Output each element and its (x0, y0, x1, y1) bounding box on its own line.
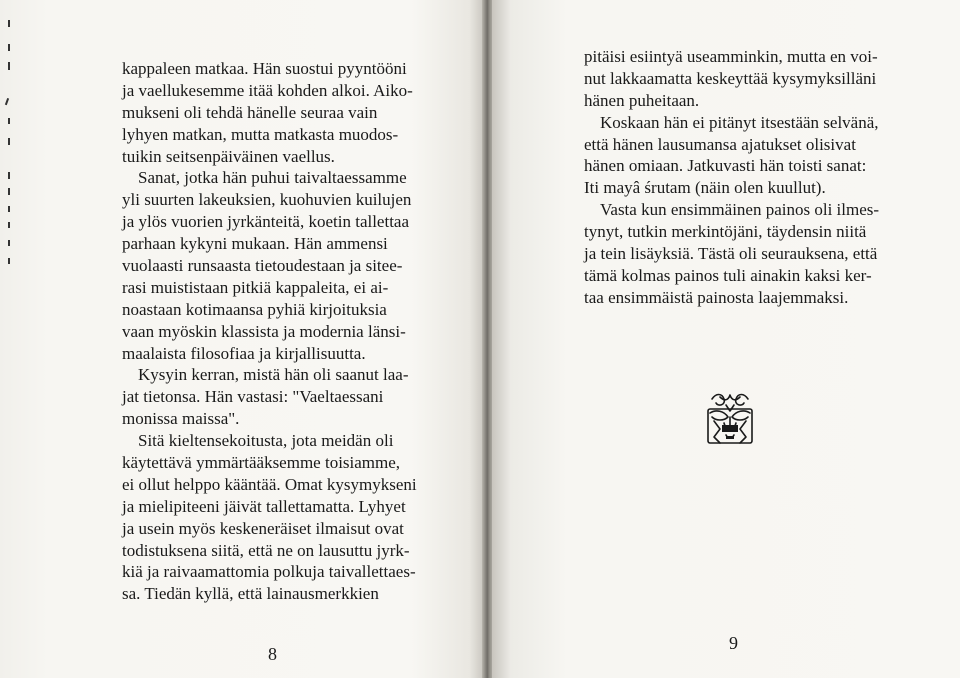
text-line: ja vaellukesemme itää kohden alkoi. Aiko- (122, 80, 413, 100)
text-line: kappaleen matkaa. Hän suostui pyyntööni (122, 59, 407, 78)
text-line: Kysyin kerran, mistä hän oli saanut laa- (138, 365, 409, 385)
text-line: sa. Tiedän kyllä, että lainausmerkkien (122, 584, 379, 604)
text-line: ei ollut helppo kääntää. Omat kysymykseni (122, 474, 417, 494)
text-line: käytettävä ymmärtääksemme toisiamme, (122, 453, 401, 473)
text-line: hänen puheitaan. (584, 90, 700, 110)
text-line: tuikin seitsenpäiväinen vaellus. (122, 146, 335, 166)
left-page-body-text (122, 58, 434, 605)
text-line: Koskaan hän ei pitänyt itsestään selvänä, (600, 112, 879, 132)
text-line: että hänen lausumansa ajatukset olisivat (584, 134, 856, 154)
text-line: parhaan kykyni mukaan. Hän ammensi (122, 234, 388, 254)
text-line: tämä kolmas painos tuli ainakin kaksi ker- (584, 265, 872, 285)
text-line: Sanat, jotka hän puhui taivaltaessamme (138, 168, 407, 188)
text-line: vaan myöskin klassista ja modernia länsi- (122, 321, 406, 341)
text-line: jat tietonsa. Hän vastasi: "Vaeltaessani (122, 387, 384, 407)
right-page (492, 0, 960, 678)
text-line: todistuksena siitä, että ne on lausuttu jyrk- (122, 540, 410, 560)
text-line: maalaista filosofiaa ja kirjallisuutta. (122, 343, 366, 363)
text-line: ja ylös vuorien jyrkänteitä, koetin tallettaa (122, 212, 410, 232)
text-line: ja mielipiteeni jäivät tallettamatta. Lyhyet (122, 496, 406, 516)
text-line: monissa maissa". (122, 409, 240, 429)
text-line: ja usein myös keskeneräiset ilmaisut ovat (122, 518, 404, 538)
text-line: tynyt, tutkin merkintöjäni, täydensin niitä (584, 222, 867, 242)
decorative-emblem-icon (706, 391, 754, 445)
text-line: pitäisi esiintyä useamminkin, mutta en voi- (584, 47, 878, 66)
margin-marks (0, 0, 14, 678)
text-line: Iti mayâ śrutam (näin olen kuullut). (584, 178, 826, 198)
text-line: taa ensimmäistä painosta laajemmaksi. (584, 287, 849, 307)
text-line: hänen omiaan. Jatkuvasti hän toisti sanat: (584, 156, 867, 176)
page-number-right: 9 (729, 633, 738, 653)
text-line: mukseni oli tehdä hänelle seuraa vain (122, 102, 378, 122)
right-page-body-text (584, 46, 906, 309)
text-line: yli suurten lakeuksien, kuohuvien kuilujen (122, 190, 412, 210)
text-line: kiä ja raivaamattomia polkuja taivallettaes- (122, 562, 416, 582)
text-line: rasi muististaan pitkiä kappaleita, ei ai- (122, 277, 389, 297)
text-line: nut lakkaamatta keskeyttää kysymyksilläni (584, 68, 877, 88)
text-line: noastaan kotimaansa pyhiä kirjoituksia (122, 299, 387, 319)
text-line: lyhyen matkan, mutta matkasta muodos- (122, 124, 399, 144)
page-number-left: 8 (268, 644, 277, 664)
text-line: vuolaasti runsaasta tietoudestaan ja sitee- (122, 256, 403, 276)
text-line: Sitä kieltensekoitusta, jota meidän oli (138, 431, 394, 451)
text-line: Vasta kun ensimmäinen painos oli ilmes- (600, 200, 880, 220)
text-line: ja tein lisäyksiä. Tästä oli seurauksena, että (584, 244, 878, 264)
